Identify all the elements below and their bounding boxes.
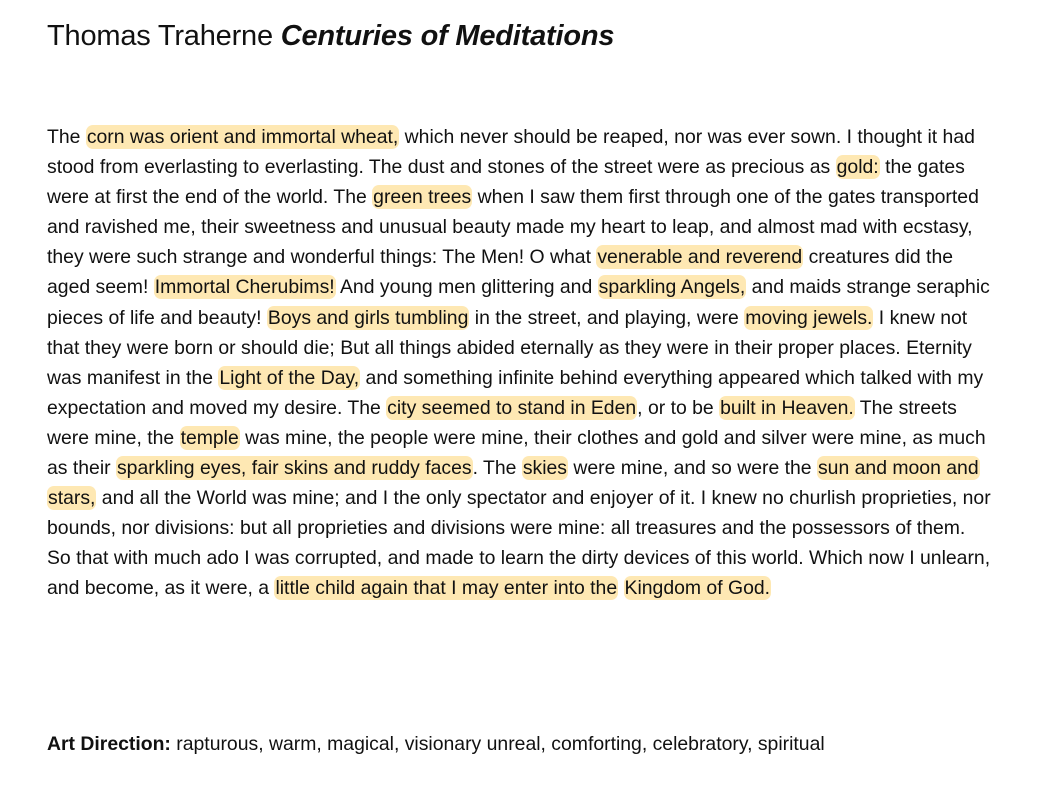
highlighted-phrase: city seemed to stand in Eden <box>387 396 637 419</box>
passage-text: and something infinite behind everything appeared which talked with my expectation and moved my desire. The <box>47 366 984 419</box>
highlighted-phrase: gold: <box>836 156 879 179</box>
passage-text: the gates were at first the end of the world. The <box>47 156 965 209</box>
highlighted-phrase: corn was orient and immortal wheat, <box>86 126 399 148</box>
highlighted-phrase: Boys and girls tumbling <box>267 306 469 329</box>
highlighted-phrase: Light of the Day, <box>219 366 360 389</box>
passage-text: And young men glittering and <box>335 276 598 299</box>
passage-text: The <box>47 126 86 148</box>
highlighted-phrase: skies <box>522 457 567 480</box>
highlighted-phrase: sparkling eyes, fair skins and ruddy faces <box>116 457 472 480</box>
passage-text: and all the World was mine; and I the only spectator and enjoyer of it. I knew no churlish proprieties, nor bounds, nor divisions: but all proprieties and divisions were mine: all treasures and the possessors of them. So that with much ado I was corrupted, and made to learn the dirty devices of this world. Which now I unlearn, and become, as it were, a <box>47 487 991 600</box>
page-title <box>47 16 614 56</box>
highlighted-phrase: Kingdom of God. <box>624 577 771 600</box>
title-work: Centuries of Meditations <box>280 20 615 52</box>
highlighted-phrase: green trees <box>373 186 472 209</box>
passage-text: The streets were mine, the <box>47 396 957 449</box>
art-direction-text: rapturous, warm, magical, visionary unreal, comforting, celebratory, spiritual <box>170 733 825 755</box>
highlighted-phrase: moving jewels. <box>745 306 873 329</box>
passage-text: which never should be reaped, nor was ever sown. I thought it had stood from everlasting to everlasting. The dust and stones of the street were as precious as <box>47 126 975 179</box>
highlighted-phrase: little child again that I may enter into the <box>275 577 618 600</box>
meditation-passage <box>47 122 992 604</box>
passage-text: I knew not that they were born or should die; But all things abided eternally as they were in their proper places. Eternity was manifest in the <box>47 306 972 389</box>
highlighted-phrase: sun and moon and stars, <box>48 457 979 510</box>
passage-text <box>618 577 623 599</box>
highlighted-phrase: venerable and reverend <box>597 246 803 269</box>
art-direction-label: Art Direction: <box>47 733 171 755</box>
art-direction <box>47 730 825 758</box>
passage-text: creatures did the aged seem! <box>47 246 954 299</box>
passage-text: were mine, and so were the <box>568 457 817 480</box>
highlighted-phrase: sparkling Angels, <box>598 276 746 299</box>
highlighted-phrase: built in Heaven. <box>720 396 854 419</box>
passage-text: was mine, the people were mine, their clothes and gold and silver were mine, as much as their <box>47 426 986 480</box>
highlighted-phrase: Immortal Cherubims! <box>154 276 335 299</box>
highlighted-phrase: temple <box>180 426 239 449</box>
passage-text: when I saw them first through one of the gates transported and ravished me, their sweetness and unusual beauty made my heart to leap, and almost mad with ecstasy, they were such strange and wonderful things: The Men! O what <box>47 186 979 269</box>
passage-text: , or to be <box>637 396 720 419</box>
title-author: Thomas Traherne <box>47 20 273 52</box>
passage-text: . The <box>472 457 522 480</box>
passage-text: in the street, and playing, were <box>469 306 745 329</box>
passage-text: and maids strange seraphic pieces of life and beauty! <box>47 276 990 329</box>
